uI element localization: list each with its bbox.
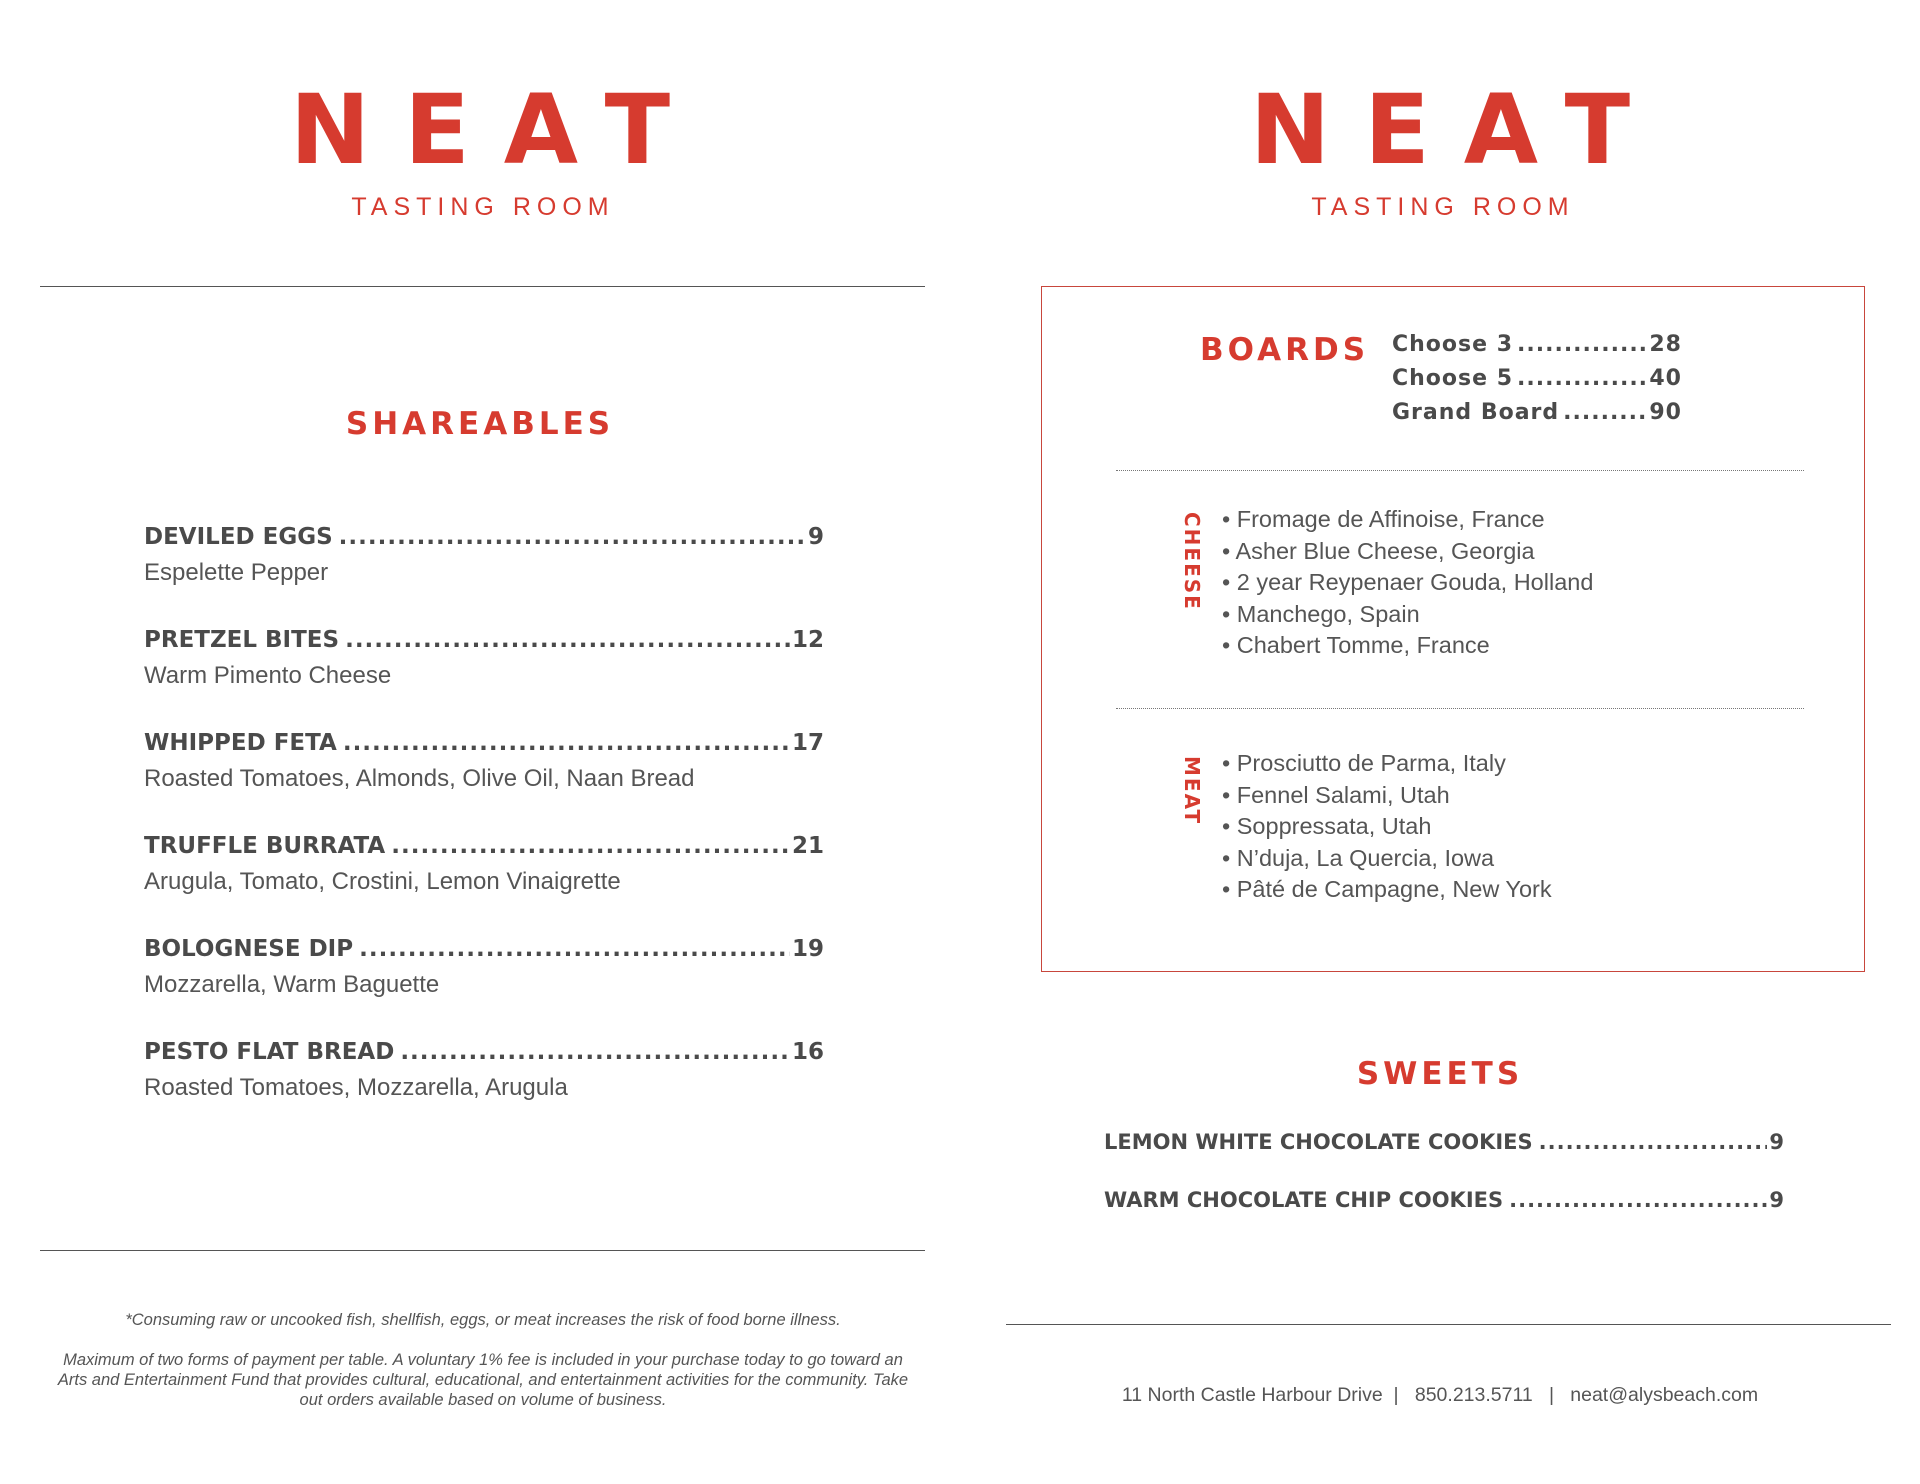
item-price: 21 <box>791 833 824 859</box>
list-item: • 2 year Reypenaer Gouda, Holland <box>1222 569 1594 596</box>
item-name: WARM CHOCOLATE CHIP COOKIES <box>1104 1188 1504 1212</box>
list-item: • Manchego, Spain <box>1222 600 1420 627</box>
item-name: WHIPPED FETA <box>144 730 337 756</box>
dot-leader <box>1517 332 1647 357</box>
list-item: • Asher Blue Cheese, Georgia <box>1222 537 1535 564</box>
divider-footer <box>1006 1324 1891 1325</box>
dot-leader <box>1517 366 1647 391</box>
logo-subtitle: TASTING ROOM <box>1311 193 1575 221</box>
menu-item <box>144 730 824 833</box>
item-price: 12 <box>791 627 824 653</box>
item-description: Mozzarella, Warm Baguette <box>144 971 440 998</box>
menu-item <box>1104 1188 1784 1246</box>
right-menu-page <box>960 0 1920 1484</box>
item-price: 17 <box>791 730 824 756</box>
item-description: Roasted Tomatoes, Mozzarella, Arugula <box>144 1074 568 1101</box>
menu-item <box>144 936 824 1039</box>
sweets-title: SWEETS <box>1356 1056 1524 1092</box>
menu-item <box>144 833 824 936</box>
menu-item <box>144 1039 824 1142</box>
dot-leader <box>1509 1188 1767 1212</box>
item-price: 9 <box>1769 1130 1784 1154</box>
list-item: • Prosciutto de Parma, Italy <box>1222 750 1506 776</box>
boards-title: BOARDS <box>1200 332 1370 368</box>
item-name: PESTO FLAT BREAD <box>144 1039 395 1065</box>
item-name: PRETZEL BITES <box>144 627 340 653</box>
item-name: DEVILED EGGS <box>144 524 333 550</box>
cheese-list <box>1222 504 1593 662</box>
board-option-name: Grand Board <box>1392 400 1560 425</box>
board-options <box>1392 332 1682 434</box>
menu-item <box>1104 1130 1784 1188</box>
logo-title: NEAT <box>289 74 705 186</box>
board-option-price: 28 <box>1649 332 1682 357</box>
cheese-label: CHEESE <box>1180 512 1204 611</box>
dot-leader <box>345 627 790 653</box>
item-price: 9 <box>807 524 824 550</box>
item-price: 9 <box>1769 1188 1784 1212</box>
list-item: • Chabert Tomme, France <box>1222 632 1490 659</box>
list-item: • Pâté de Campagne, New York <box>1222 876 1552 903</box>
divider-top <box>40 286 925 287</box>
meat-list <box>1222 748 1552 906</box>
shareables-list <box>144 524 824 1142</box>
contact-footer: 11 North Castle Harbour Drive | 850.213.5711 | neat@alysbeach.com <box>1121 1384 1759 1406</box>
logo-title: NEAT <box>1249 74 1665 186</box>
meat-label: MEAT <box>1180 756 1204 826</box>
shareables-title: SHAREABLES <box>345 406 615 442</box>
board-option-price: 40 <box>1649 366 1682 391</box>
payment-notice: Maximum of two forms of payment per table. A voluntary 1% fee is included in your purchase today to go toward an Arts and Entertainment Fund that provides cultural, educational, and entertainment activities for the community. Take out orders available based on volume of business. <box>57 1351 909 1409</box>
board-option-name: Choose 3 <box>1392 332 1514 357</box>
menu-item <box>144 524 824 627</box>
item-description: Espelette Pepper <box>144 559 329 586</box>
menu-item <box>144 627 824 730</box>
board-option <box>1392 366 1682 400</box>
dot-leader <box>391 833 790 859</box>
dot-leader <box>1563 400 1647 425</box>
dot-leader <box>359 936 790 962</box>
dot-leader <box>343 730 790 756</box>
item-description: Warm Pimento Cheese <box>144 662 392 689</box>
divider-bottom <box>40 1250 925 1251</box>
item-name: BOLOGNESE DIP <box>144 936 354 962</box>
item-name: TRUFFLE BURRATA <box>144 833 386 859</box>
list-item: • Soppressata, Utah <box>1222 813 1432 840</box>
board-option-price: 90 <box>1649 400 1682 425</box>
list-item: • Fennel Salami, Utah <box>1222 781 1450 808</box>
logo <box>960 74 1920 222</box>
list-item: • Fromage de Affinoise, France <box>1222 506 1545 532</box>
item-price: 19 <box>791 936 824 962</box>
board-option <box>1392 400 1682 434</box>
dot-leader <box>339 524 806 550</box>
dot-leader <box>400 1039 790 1065</box>
item-price: 16 <box>791 1039 824 1065</box>
logo <box>0 74 960 222</box>
logo-subtitle: TASTING ROOM <box>351 193 615 221</box>
dot-leader <box>1539 1130 1768 1154</box>
dotted-divider <box>1116 708 1804 709</box>
sweets-list <box>1104 1130 1784 1246</box>
food-safety-notice: *Consuming raw or uncooked fish, shellfish, eggs, or meat increases the risk of food borne illness. <box>125 1311 841 1329</box>
dotted-divider <box>1116 470 1804 471</box>
board-option-name: Choose 5 <box>1392 366 1514 391</box>
item-description: Arugula, Tomato, Crostini, Lemon Vinaigrette <box>144 868 621 895</box>
item-name: LEMON WHITE CHOCOLATE COOKIES <box>1104 1130 1533 1154</box>
item-description: Roasted Tomatoes, Almonds, Olive Oil, Naan Bread <box>144 765 695 792</box>
list-item: • N’duja, La Quercia, Iowa <box>1222 844 1495 871</box>
board-option <box>1392 332 1682 366</box>
